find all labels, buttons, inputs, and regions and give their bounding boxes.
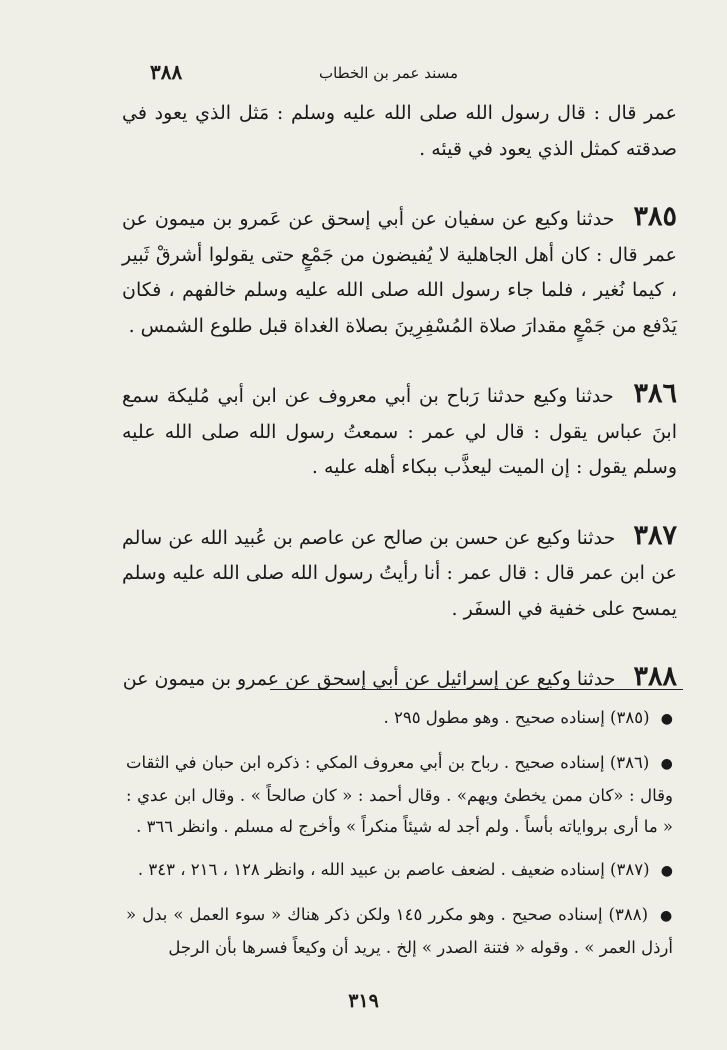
bullet-icon: ● bbox=[660, 908, 674, 924]
hadith-number: ٣٨٨ bbox=[633, 661, 677, 692]
footnote-text: (٣٨٧) إسناده ضعيف . لضعف عاصم بن عبيد الله ، وانظر ١٢٨ ، ٢١٦ ، ٣٤٣ . bbox=[137, 860, 650, 879]
main-text bbox=[122, 96, 677, 698]
hadith-number: ٣٨٦ bbox=[633, 378, 677, 409]
hadith-386 bbox=[122, 376, 677, 486]
hadith-text: حدثنا وكيع عن حسن بن صالح عن عاصم بن عُبيد الله عن سالم عن ابن عمر قال : قال عمر : أنا رأيتُ رسول الله صلى الله عليه وسلم يمسح على خفية في السفَر . bbox=[122, 526, 677, 620]
footnote bbox=[126, 702, 673, 735]
hadith-387 bbox=[122, 518, 677, 628]
footnote-text: (٣٨٨) إسناده صحيح . وهو مكرر ١٤٥ ولكن ذكر هناك « سوء العمل » بدل « أرذل العمر » . وقوله « فتنة الصدر » إلخ . يريد أن وكيعاً فسرها بأن الرجل bbox=[126, 905, 673, 957]
bullet-icon: ● bbox=[660, 711, 673, 727]
footnotes bbox=[126, 702, 673, 975]
footnote bbox=[126, 747, 673, 842]
running-title: مسند عمر بن الخطاب bbox=[318, 64, 459, 82]
hadith-388 bbox=[122, 659, 677, 698]
hadith-number: ٣٨٥ bbox=[633, 201, 677, 232]
footer-page-number: ٣١٩ bbox=[348, 990, 379, 1012]
hadith-text: حدثنا وكيع عن سفيان عن أبي إسحق عن عَمرو بن ميمون عن عمر قال : كان أهل الجاهلية لا يُفيضون من جَمْعٍ حتى يقولوا أشرقْ ثَبير ، كيما نُغير ، فلما جاء رسول الله صلى الله عليه وسلم خالفهم ، فكان يَدْفع من جَمْعٍ مقدارَ صلاة المُسْفِرِينَ بصلاة الغداة قبل طلوع الشمس . bbox=[122, 208, 677, 337]
page-header bbox=[150, 60, 627, 88]
footnote-text: (٣٨٥) إسناده صحيح . وهو مطول ٢٩٥ . bbox=[383, 708, 650, 727]
hadith-text: حدثنا وكيع حدثنا رَباح بن أبي معروف عن ابن أبي مُليكة سمع ابنَ عباس يقول : قال لي عمر : سمعتُ رسول الله صلى الله عليه وسلم يقول : إن الميت ليعذَّب ببكاء أهله عليه . bbox=[122, 385, 677, 478]
hadith-385 bbox=[122, 199, 677, 344]
bullet-icon: ● bbox=[660, 863, 673, 879]
footnote-text: (٣٨٦) إسناده صحيح . رباح بن أبي معروف المكي : ذكره ابن حبان في الثقات وقال : «كان ممن يخطئ ويهم» . وقال أحمد : « كان صالحاً » . وقال ابن عدي : « ما أرى برواياته بأساً . ولم أجد له شيئاً منكراً » وأخرج له مسلم . وانظر ٣٦٦ . bbox=[126, 753, 673, 836]
page-number: ٣٨٨ bbox=[150, 60, 183, 84]
footnote-divider bbox=[270, 689, 683, 690]
footnote bbox=[126, 899, 673, 963]
continuation-text: عمر قال : قال رسول الله صلى الله عليه وسلم : مَثل الذي يعود في صدقته كمثل الذي يعود في قيئه . bbox=[122, 102, 677, 160]
bullet-icon: ● bbox=[660, 756, 673, 772]
hadith-number: ٣٨٧ bbox=[633, 519, 677, 551]
footnote bbox=[126, 854, 673, 887]
hadith-text: حدثنا وكيع عن إسرائيل عن أبي إسحق عن عمرو بن ميمون عن bbox=[122, 668, 616, 690]
